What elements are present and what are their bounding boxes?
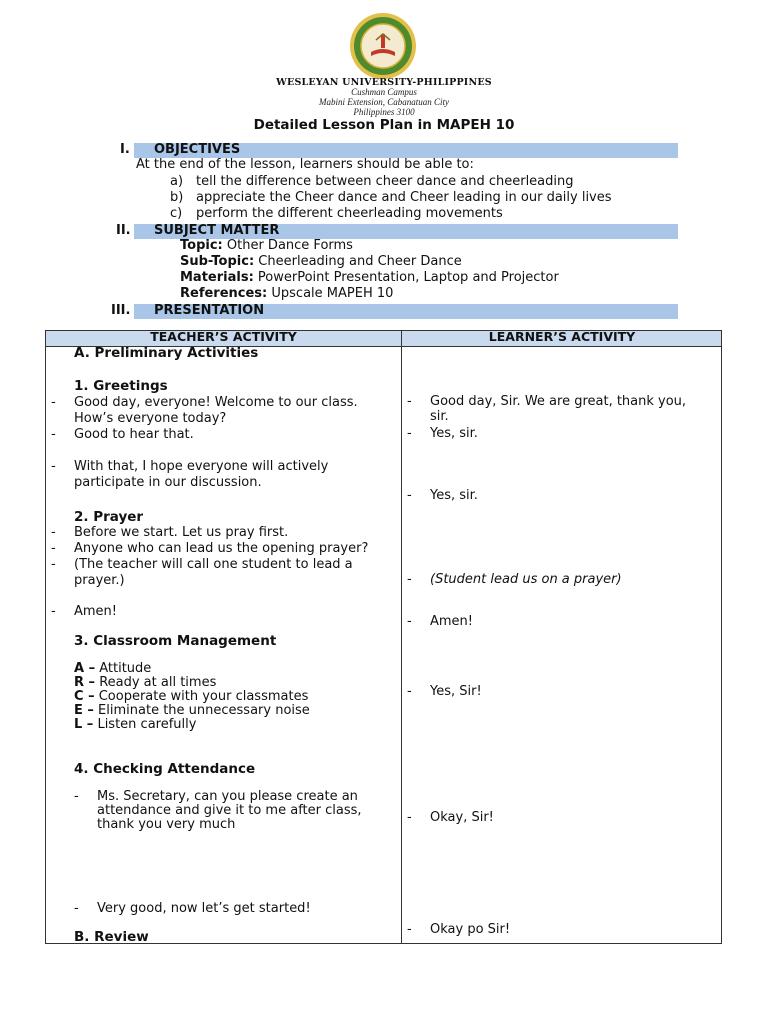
bullet-dash: - bbox=[407, 488, 412, 503]
teacher-line: How’s everyone today? bbox=[74, 411, 227, 426]
teacher-line: Amen! bbox=[74, 604, 118, 619]
acronym-row: E – Eliminate the unnecessary noise bbox=[74, 703, 310, 718]
review-heading: B. Review bbox=[74, 929, 149, 945]
learner-line: sir. bbox=[430, 409, 449, 424]
preliminary-activities-heading: A. Preliminary Activities bbox=[74, 345, 259, 361]
materials-row bbox=[180, 270, 559, 285]
classroom-management-heading: 3. Classroom Management bbox=[74, 633, 277, 649]
references-value: Upscale MAPEH 10 bbox=[271, 286, 394, 301]
bullet-dash: - bbox=[407, 684, 412, 699]
acronym-row: L – Listen carefully bbox=[74, 717, 197, 732]
checking-attendance-heading: 4. Checking Attendance bbox=[74, 761, 256, 777]
learner-line: (Student lead us on a prayer) bbox=[430, 572, 622, 587]
learner-line: Amen! bbox=[430, 614, 474, 629]
topic-value: Other Dance Forms bbox=[226, 238, 353, 253]
materials-value: PowerPoint Presentation, Laptop and Projector bbox=[257, 270, 559, 285]
teacher-line: Ms. Secretary, can you please create an bbox=[97, 789, 358, 804]
learner-line: Yes, sir. bbox=[430, 426, 478, 441]
bullet-dash: - bbox=[74, 789, 79, 804]
objective-item: perform the different cheerleading movements bbox=[196, 206, 503, 221]
objectives-number: I. bbox=[120, 142, 130, 157]
prayer-heading: 2. Prayer bbox=[74, 509, 144, 525]
objectives-intro: At the end of the lesson, learners should be able to: bbox=[136, 157, 474, 172]
teacher-line: Very good, now let’s get started! bbox=[97, 901, 311, 916]
learner-activity-header: LEARNER’S ACTIVITY bbox=[488, 329, 636, 344]
teacher-line: Before we start. Let us pray first. bbox=[74, 525, 289, 540]
materials-label: Materials: bbox=[180, 270, 254, 285]
teacher-line: participate in our discussion. bbox=[74, 475, 262, 490]
bullet-dash: - bbox=[407, 394, 412, 409]
bullet-dash: - bbox=[407, 572, 412, 587]
teacher-line: (The teacher will call one student to lead a bbox=[74, 557, 353, 572]
university-name: WESLEYAN UNIVERSITY-PHILIPPINES bbox=[276, 77, 492, 88]
references-row bbox=[180, 286, 393, 301]
learner-line: Good day, Sir. We are great, thank you, bbox=[430, 394, 687, 409]
acronym-row: R – Ready at all times bbox=[74, 675, 217, 690]
university-seal-logo bbox=[349, 12, 417, 80]
subject-matter-title: SUBJECT MATTER bbox=[154, 223, 280, 238]
presentation-number: III. bbox=[111, 303, 131, 318]
subtopic-row bbox=[180, 254, 462, 269]
teacher-line: Anyone who can lead us the opening prayer? bbox=[74, 541, 369, 556]
objective-item: appreciate the Cheer dance and Cheer leading in our daily lives bbox=[196, 190, 612, 205]
topic-label: Topic: bbox=[180, 238, 223, 253]
bullet-dash: - bbox=[51, 557, 56, 572]
teacher-line: With that, I hope everyone will actively bbox=[74, 459, 329, 474]
bullet-dash: - bbox=[74, 901, 79, 916]
subtopic-value: Cheerleading and Cheer Dance bbox=[258, 254, 462, 269]
subject-matter-number: II. bbox=[116, 223, 131, 238]
bullet-dash: - bbox=[51, 395, 56, 410]
teacher-line: thank you very much bbox=[97, 817, 236, 832]
column-divider bbox=[401, 330, 402, 944]
learner-line: Yes, Sir! bbox=[430, 684, 482, 699]
bullet-dash: - bbox=[407, 810, 412, 825]
document-title: Detailed Lesson Plan in MAPEH 10 bbox=[253, 117, 515, 133]
objective-marker: b) bbox=[170, 190, 184, 205]
greetings-heading: 1. Greetings bbox=[74, 378, 168, 394]
bullet-dash: - bbox=[51, 541, 56, 556]
teacher-line: attendance and give it to me after class, bbox=[97, 803, 362, 818]
subtopic-label: Sub-Topic: bbox=[180, 254, 255, 269]
objective-marker: c) bbox=[170, 206, 183, 221]
bullet-dash: - bbox=[51, 459, 56, 474]
learner-line: Okay, Sir! bbox=[430, 810, 494, 825]
teacher-activity-header: TEACHER’S ACTIVITY bbox=[150, 329, 297, 344]
bullet-dash: - bbox=[51, 427, 56, 442]
teacher-line: Good to hear that. bbox=[74, 427, 194, 442]
bullet-dash: - bbox=[407, 614, 412, 629]
learner-line: Yes, sir. bbox=[430, 488, 478, 503]
teacher-line: Good day, everyone! Welcome to our class. bbox=[74, 395, 358, 410]
acronym-row: C – Cooperate with your classmates bbox=[74, 689, 309, 704]
objective-marker: a) bbox=[170, 174, 184, 189]
references-label: References: bbox=[180, 286, 268, 301]
objectives-title: OBJECTIVES bbox=[154, 142, 241, 157]
bullet-dash: - bbox=[51, 525, 56, 540]
learner-line: Okay po Sir! bbox=[430, 922, 511, 937]
address-line-2: Mabini Extension, Cabanatuan City bbox=[319, 97, 449, 107]
acronym-row: A – Attitude bbox=[74, 661, 152, 676]
presentation-title: PRESENTATION bbox=[154, 303, 265, 318]
bullet-dash: - bbox=[407, 426, 412, 441]
objective-item: tell the difference between cheer dance and cheerleading bbox=[196, 174, 574, 189]
bullet-dash: - bbox=[51, 604, 56, 619]
address-line-3: Philippines 3100 bbox=[353, 107, 415, 117]
teacher-line: prayer.) bbox=[74, 573, 125, 588]
bullet-dash: - bbox=[407, 922, 412, 937]
topic-row bbox=[180, 238, 353, 253]
address-line-1: Cushman Campus bbox=[351, 87, 417, 97]
